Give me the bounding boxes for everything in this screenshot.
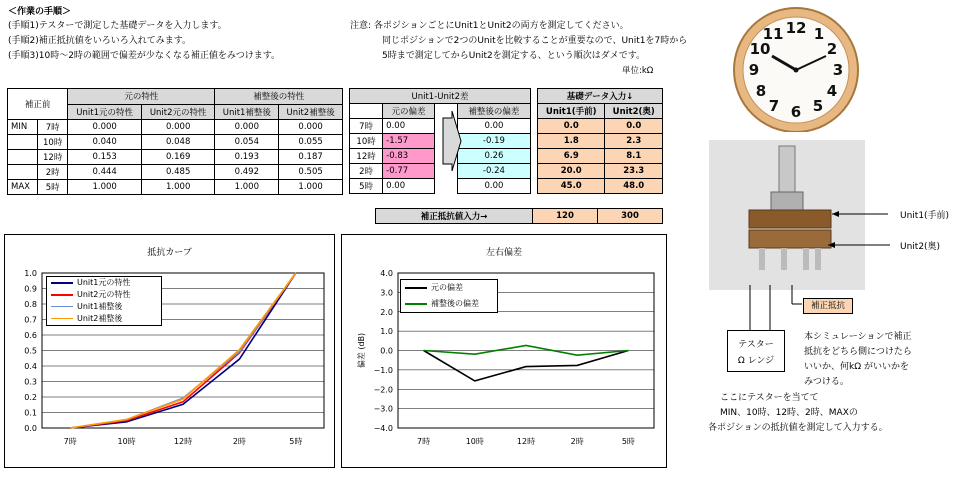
y-tick-label: 4.0 (380, 269, 393, 278)
y-tick-label: 0.0 (380, 346, 393, 356)
page-title: ＜作業の手順＞ (8, 7, 72, 17)
svg-text:1: 1 (813, 25, 825, 43)
row-position: 12時 (37, 150, 67, 165)
input-cell[interactable]: 1.8 (538, 134, 605, 149)
y-tick-label: 0.4 (24, 362, 37, 371)
simulation-note (804, 330, 912, 390)
notice-3: 5時まで測定してからUnit2を測定する、という順次はダメです。 (382, 51, 646, 61)
y-tick-label: −2.0 (373, 385, 393, 395)
characteristics-table (7, 88, 343, 195)
base-data-header: 基礎データ入力↓ (538, 89, 663, 104)
correction-input-unit2[interactable]: 300 (598, 209, 663, 224)
legend-swatch (51, 294, 73, 296)
step-3: (手順3)10時～2時の範囲で偏差が少なくなる補正値をみつけます。 (8, 51, 281, 61)
table-row (8, 135, 343, 150)
table-row (350, 164, 531, 179)
sim-line: 抵抗をどちら側につけたら (804, 347, 912, 357)
chart-legend (46, 276, 162, 326)
cell: -0.83 (383, 149, 435, 164)
input-cell[interactable]: 6.9 (538, 149, 605, 164)
difference-table (349, 88, 531, 194)
notice-1: 注意: 各ポジションごとにUnit1とUnit2の両方を測定してください。 (350, 21, 629, 31)
table-row (350, 134, 531, 149)
x-tick-label: 10時 (465, 437, 484, 446)
row-position: 2時 (37, 165, 67, 180)
legend-label: Unit2元の特性 (77, 290, 131, 299)
cell: -0.77 (383, 164, 435, 179)
input-cell[interactable]: 48.0 (605, 179, 663, 194)
cell: 0.000 (68, 120, 142, 135)
table-row (538, 179, 663, 194)
cell: -0.24 (457, 164, 530, 179)
cell: 0.054 (215, 135, 279, 150)
col-unit1-orig: Unit1元の特性 (68, 104, 142, 120)
table-row (538, 134, 663, 149)
correction-input-unit1[interactable]: 120 (533, 209, 598, 224)
x-tick-label: 12時 (173, 437, 193, 446)
row-position: 2時 (350, 164, 383, 179)
legend-swatch (51, 306, 73, 307)
cell: 0.000 (141, 120, 215, 135)
col-unit1-adj: Unit1補整後 (215, 104, 279, 120)
row-position: 7時 (37, 120, 67, 135)
unit-label: 単位:kΩ (622, 66, 654, 76)
col-adj-deviation: 補整後の偏差 (457, 104, 530, 119)
cell: 0.485 (141, 165, 215, 180)
row-position: 12時 (350, 149, 383, 164)
cell: 0.153 (68, 150, 142, 165)
cell: 0.505 (279, 165, 343, 180)
correction-resistor-label: 補正抵抗 (803, 298, 853, 314)
cell: 0.000 (279, 120, 343, 135)
cell: 1.000 (68, 180, 142, 195)
row-tag (8, 135, 38, 150)
y-tick-label: 1.0 (24, 269, 37, 278)
x-tick-label: 5時 (621, 437, 635, 446)
row-tag: MAX (8, 180, 38, 195)
note-line: MIN、10時、12時、2時、MAXの (720, 408, 858, 418)
svg-text:11: 11 (762, 25, 784, 43)
cell: 0.000 (215, 120, 279, 135)
col-orig-deviation: 元の偏差 (383, 104, 435, 119)
row-tag: MIN (8, 120, 38, 135)
cell: 1.000 (279, 180, 343, 195)
note-line: ここにテスターを当てて (720, 393, 819, 403)
legend-swatch (51, 318, 73, 319)
table-row (8, 165, 343, 180)
header-adjusted: 補整後の特性 (215, 89, 343, 105)
y-tick-label: −3.0 (373, 404, 393, 414)
right-arrow-icon (441, 110, 463, 172)
legend-swatch (405, 287, 427, 289)
y-tick-label: 0.3 (24, 377, 37, 387)
note-line: 各ポジションの抵抗値を測定して入力する。 (708, 423, 888, 433)
y-tick-label: −1.0 (373, 365, 393, 375)
row-tag (8, 150, 38, 165)
unit2-label: Unit2(奥) (900, 242, 941, 252)
row-position: 10時 (37, 135, 67, 150)
input-cell[interactable]: 45.0 (538, 179, 605, 194)
clock-photo (728, 4, 864, 132)
tester-box (727, 330, 785, 372)
legend-label: Unit1補整後 (77, 302, 123, 311)
cell: 0.048 (141, 135, 215, 150)
svg-text:8: 8 (755, 82, 767, 100)
cell: -1.57 (383, 134, 435, 149)
legend-item (401, 280, 497, 296)
y-tick-label: 2.0 (380, 307, 393, 317)
header-original: 元の特性 (68, 89, 215, 105)
svg-text:9: 9 (748, 61, 760, 79)
difference-header: Unit1-Unit2差 (350, 89, 531, 104)
x-tick-label: 2時 (570, 437, 584, 446)
sim-line: みつける。 (804, 377, 849, 387)
unit1-label: Unit1(手前) (900, 211, 950, 221)
row-tag (8, 165, 38, 180)
input-cell[interactable]: 20.0 (538, 164, 605, 179)
table-row (350, 179, 531, 194)
base-data-table (537, 88, 663, 194)
correction-label: 補正抵抗値入力→ (376, 209, 533, 224)
svg-text:5: 5 (812, 97, 824, 115)
measurement-note (708, 391, 888, 436)
deviation-chart (341, 234, 667, 468)
table-row (350, 119, 531, 134)
y-axis-label: 偏差 (dB) (357, 332, 366, 369)
chart-title: 左右偏差 (485, 248, 522, 258)
legend-label: 補整後の偏差 (431, 299, 479, 308)
y-tick-label: 0.7 (24, 315, 37, 325)
x-tick-label: 10時 (117, 437, 136, 446)
cell: 0.187 (279, 150, 343, 165)
cell: 0.00 (383, 179, 435, 194)
table-row (350, 149, 531, 164)
series-line (424, 351, 629, 381)
col-unit2-back: Unit2(奥) (605, 104, 663, 119)
header-before: 補正前 (8, 89, 68, 120)
svg-text:7: 7 (768, 97, 780, 115)
step-1: (手順1)テスターで測定した基礎データを入力します。 (8, 21, 227, 31)
table-row (8, 180, 343, 195)
resistance-chart (4, 234, 335, 468)
table-row (538, 119, 663, 134)
legend-swatch (405, 303, 427, 305)
cell: 0.193 (215, 150, 279, 165)
y-tick-label: 1.0 (380, 327, 393, 337)
table-row (538, 149, 663, 164)
legend-item (47, 289, 161, 301)
y-tick-label: 0.8 (24, 300, 37, 309)
correction-row (375, 208, 663, 224)
deviation-chart-plot (342, 235, 666, 467)
tester-label: テスター (738, 340, 774, 350)
cell: 0.055 (279, 135, 343, 150)
cell: 0.169 (141, 150, 215, 165)
cell: 0.040 (68, 135, 142, 150)
sim-line: 本シミュレーションで補正 (804, 332, 912, 342)
input-cell[interactable]: 0.0 (538, 119, 605, 134)
y-tick-label: 0.9 (24, 284, 37, 294)
y-tick-label: −4.0 (373, 424, 393, 433)
resistance-chart-plot (5, 235, 334, 467)
cell: -0.19 (457, 134, 530, 149)
row-position: 7時 (350, 119, 383, 134)
legend-item (47, 277, 161, 289)
chart-legend (400, 279, 498, 313)
col-unit2-orig: Unit2元の特性 (141, 104, 215, 120)
notice-2: 同じポジションで2つのUnitを比較することが重要なので、Unit1を7時から (382, 36, 688, 46)
input-cell[interactable]: 8.1 (605, 149, 663, 164)
legend-label: Unit2補整後 (77, 314, 123, 323)
cell: 1.000 (141, 180, 215, 195)
table-row (8, 120, 343, 135)
x-tick-label: 2時 (232, 437, 246, 446)
svg-text:6: 6 (790, 103, 802, 121)
x-tick-label: 7時 (417, 437, 431, 446)
legend-label: 元の偏差 (431, 283, 463, 292)
legend-swatch (51, 282, 73, 284)
input-cell[interactable]: 2.3 (605, 134, 663, 149)
table-row (8, 150, 343, 165)
row-position: 5時 (350, 179, 383, 194)
cell: 0.00 (457, 179, 530, 194)
y-tick-label: 3.0 (380, 288, 393, 298)
row-position: 5時 (37, 180, 67, 195)
y-tick-label: 0.5 (24, 346, 37, 356)
x-tick-label: 12時 (516, 437, 536, 446)
row-position: 10時 (350, 134, 383, 149)
x-tick-label: 5時 (289, 437, 303, 446)
sim-line: いいか、何kΩ がいいかを (804, 362, 909, 372)
cell: 1.000 (215, 180, 279, 195)
svg-text:10: 10 (749, 40, 771, 58)
svg-text:12: 12 (785, 19, 807, 37)
cell: 0.00 (383, 119, 435, 134)
col-unit2-adj: Unit2補整後 (279, 104, 343, 120)
legend-label: Unit1元の特性 (77, 278, 131, 287)
chart-title: 抵抗カーブ (147, 248, 192, 258)
x-tick-label: 7時 (63, 437, 77, 446)
y-tick-label: 0.2 (24, 393, 37, 402)
y-tick-label: 0.6 (24, 331, 37, 340)
y-tick-label: 0.0 (24, 424, 37, 433)
svg-text:2: 2 (826, 40, 838, 58)
svg-text:4: 4 (826, 82, 838, 100)
input-cell[interactable]: 23.3 (605, 164, 663, 179)
step-2: (手順2)補正抵抗値をいろいろ入れてみます。 (8, 36, 192, 46)
legend-item (47, 301, 161, 313)
input-cell[interactable]: 0.0 (605, 119, 663, 134)
svg-text:3: 3 (832, 61, 844, 79)
cell: 0.26 (457, 149, 530, 164)
table-row (538, 164, 663, 179)
cell: 0.00 (457, 119, 530, 134)
legend-item (401, 296, 497, 312)
legend-item (47, 313, 161, 325)
cell: 0.444 (68, 165, 142, 180)
y-tick-label: 0.1 (24, 408, 37, 418)
ohm-range-label: Ω レンジ (737, 356, 775, 366)
col-unit1-front: Unit1(手前) (538, 104, 605, 119)
cell: 0.492 (215, 165, 279, 180)
